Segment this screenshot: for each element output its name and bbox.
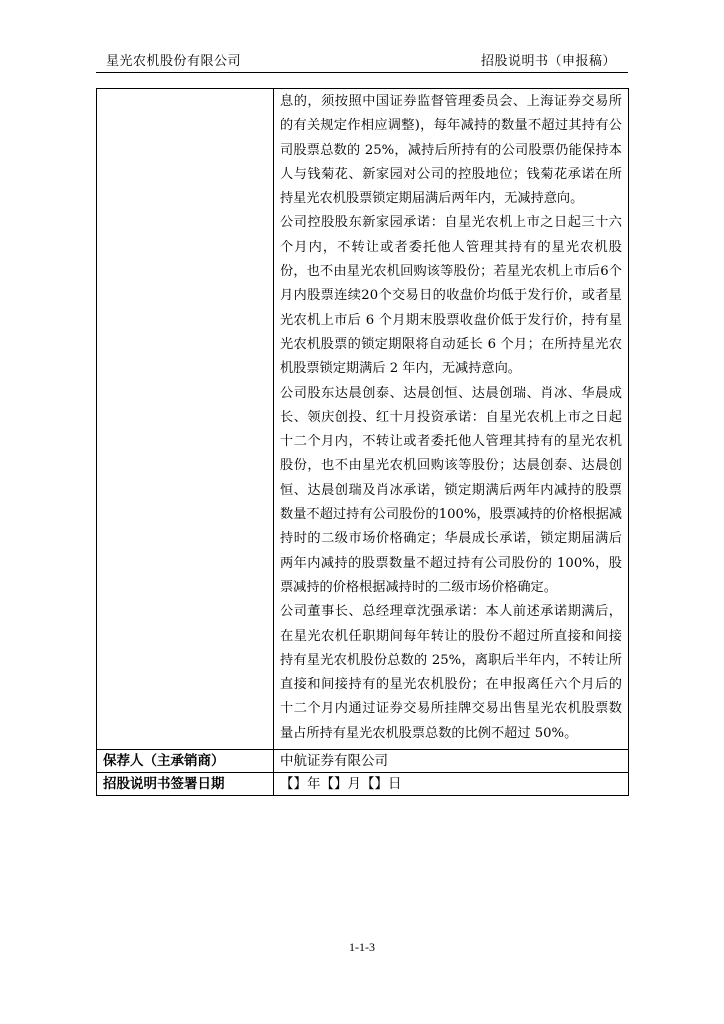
commitment-paragraph: 公司董事长、总经理章沈强承诺：本人前述承诺期满后，在星光农机任职期间每年转让的股份不超过所直接和间接持有星光农机股份总数的 25%，离职后半年内，不转让所直接和间接持有的星光农机股份；在申报离任六个月后的十二个月内通过证券交易所挂牌交易出售星光农机股票数量占所持有星光农机股票总数的比例不超过 50%。 [280, 604, 622, 741]
header-company-name: 星光农机股份有限公司 [106, 54, 242, 69]
sponsor-row [97, 750, 629, 773]
prospectus-table [96, 88, 629, 796]
sponsor-label: 保荐人（主承销商） [97, 750, 274, 773]
signing-date-value: 【】年【】月【】日 [274, 773, 629, 796]
header-document-title: 招股说明书（申报稿） [480, 54, 616, 69]
commitment-paragraph: 息的，须按照中国证券监督管理委员会、上海证券交易所的有关规定作相应调整)，每年减持的数量不超过其持有公司股票总数的 25%，减持后所持有的公司股票仍能保持本人与钱菊花、新家园对公司的控股地位；钱菊花承诺在所持星光农机股票锁定期届满后两年内，无减持意向。 [280, 94, 622, 207]
commitments-cell [274, 89, 629, 750]
commitment-paragraph: 公司股东达晨创泰、达晨创恒、达晨创瑞、肖冰、华晨成长、领庆创投、红十月投资承诺：自星光农机上市之日起十二个月内，不转让或者委托他人管理其持有的星光农机股份，也不由星光农机回购该等股份；达晨创泰、达晨创恒、达晨创瑞及肖冰承诺，锁定期满后两年内减持的股票数量不超过持有公司股份的100%，股票减持的价格根据减持时的二级市场价格确定；华晨成长承诺，锁定期届满后两年内减持的股票数量不超过持有公司股份的 100%，股票减持的价格根据减持时的二级市场价格确定。 [280, 385, 622, 595]
lockup-commitments-row [97, 89, 629, 750]
page-number: 1-1-3 [349, 940, 375, 954]
signing-date-label: 招股说明书签署日期 [97, 773, 274, 796]
commitment-paragraph: 公司控股股东新家园承诺：自星光农机上市之日起三十六个月内，不转让或者委托他人管理其持有的星光农机股份，也不由星光农机回购该等股份；若星光农机上市后6个月内股票连续20个交易日的收盘价均低于发行价，或者星光农机上市后 6 个月期末股票收盘价低于发行价，持有星光农机股票的锁定期限将自动延长 6 个月；在所持星光农机股票锁定期满后 2 年内，无减持意向。 [280, 215, 622, 377]
empty-label-cell [97, 89, 274, 750]
sponsor-value: 中航证券有限公司 [274, 750, 629, 773]
signing-date-row [97, 773, 629, 796]
header-divider [96, 72, 628, 73]
